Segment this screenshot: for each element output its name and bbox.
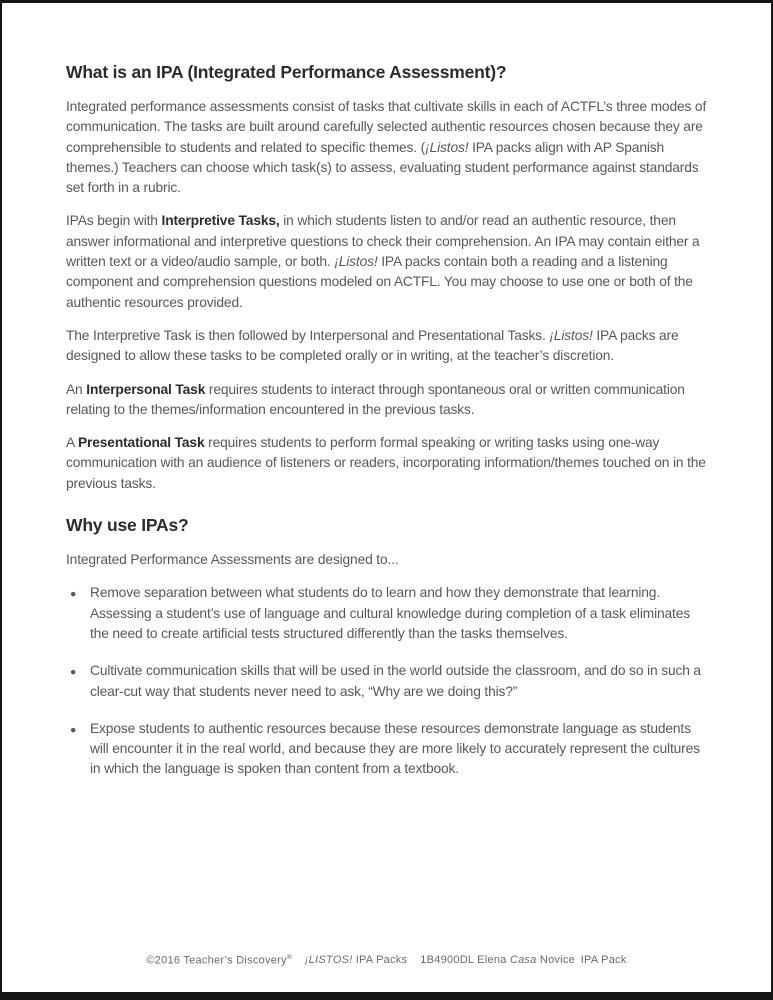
text-run: IPA Packs: [352, 954, 408, 967]
text-run: requires students to perform formal speaking or writing tasks using one-way communication with an audience of listeners or readers, incorporating information/themes touched on in the previous tasks.: [66, 435, 706, 491]
text-run: ¡Listos!: [334, 254, 378, 270]
text-run: An: [66, 381, 87, 397]
text-run: IPAs begin with: [66, 213, 162, 229]
section-why-use-ipas: [66, 515, 711, 780]
paragraph-ipa-overview: [66, 97, 711, 198]
paragraph-interpretive-tasks: [66, 211, 711, 312]
text-run: ¡LISTOS!: [304, 954, 353, 967]
text-run: ¡Listos!: [425, 139, 469, 155]
bullet-item-remove-separation: ● Remove separation between what students do to learn and how they demonstrate that learning. Assessing a student’s use of language and cultural knowledge during completion of a task eliminates the need to create artificial tests structured differently than the tasks themselves.: [66, 583, 711, 644]
text-run: The Interpretive Task is then followed by Interpersonal and Presentational Tasks.: [66, 327, 550, 343]
text-run: IPA packs align with AP Spanish themes.) Teachers can choose which task(s) to assess, evaluating student performance against standards set forth in a rubric.: [66, 139, 699, 196]
footer-item-code: [420, 954, 626, 967]
section-heading-what-is-an-ipa: What is an IPA (Integrated Performance Assessment)?: [66, 62, 507, 82]
text-run: Novice IPA Pack: [536, 954, 627, 967]
footer-copyright: [146, 954, 291, 967]
page-footer: [2, 954, 771, 967]
text-run: IPA packs are designed to allow these tasks to be completed orally or in writing, at the teacher’s discretion.: [66, 327, 679, 364]
footer-product-name: [305, 954, 408, 967]
text-run: ¡Listos!: [549, 327, 593, 343]
text-run: IPA packs contain both a reading and a listening component and comprehension questions modeled on ACTFL. You may choose to use one or both of the authentic resources provided.: [66, 254, 693, 310]
text-run: Casa: [509, 954, 537, 967]
text-run: Interpretive Tasks,: [161, 213, 280, 229]
paragraph-ipas-designed-to: Integrated Performance Assessments are designed to...: [66, 552, 399, 568]
paragraph-presentational-task: [66, 433, 711, 494]
text-run: Integrated performance assessments consist of tasks that cultivate skills in each of ACTFL’s three modes of communication. The tasks are built around carefully selected authentic resources chosen because they are comprehensible to students and related to specific themes. (: [66, 99, 707, 155]
text-run: A: [66, 435, 78, 451]
paragraph-task-sequence: [66, 326, 711, 367]
paragraph-interpersonal-task: [66, 380, 711, 421]
bullet-item-cultivate-communication: ● Cultivate communication skills that will be used in the world outside the classroom, and do so in such a clear-cut way that students never need to ask, “Why are we doing this?”: [66, 661, 711, 702]
text-run: Interpersonal Task: [86, 381, 206, 397]
text-run: 1B4900DL Elena: [420, 954, 510, 967]
bullet-item-expose-students: ● Expose students to authentic resources because these resources demonstrate language as students will encounter it in the real world, and because they are more likely to accurately represent the cultures in which the language is spoken than content from a textbook.: [66, 719, 711, 780]
text-run: Presentational Task: [77, 435, 205, 451]
text-run: in which students listen to and/or read an authentic resource, then answer informational and interpretive questions to check their comprehension. An IPA may contain either a written text or a video/audio sample, or both.: [66, 213, 700, 270]
section-heading-why-use-ipas: Why use IPAs?: [66, 515, 189, 536]
bullet-list: [66, 583, 711, 779]
text-run: requires students to interact through spontaneous oral or written communication relating to the themes/information encountered in the previous tasks.: [66, 381, 685, 417]
section-what-is-an-ipa: [66, 62, 711, 494]
text-run: ®: [286, 954, 292, 962]
text-run: ©2016 Teacher’s Discovery: [146, 955, 287, 967]
page-content: [2, 3, 771, 780]
